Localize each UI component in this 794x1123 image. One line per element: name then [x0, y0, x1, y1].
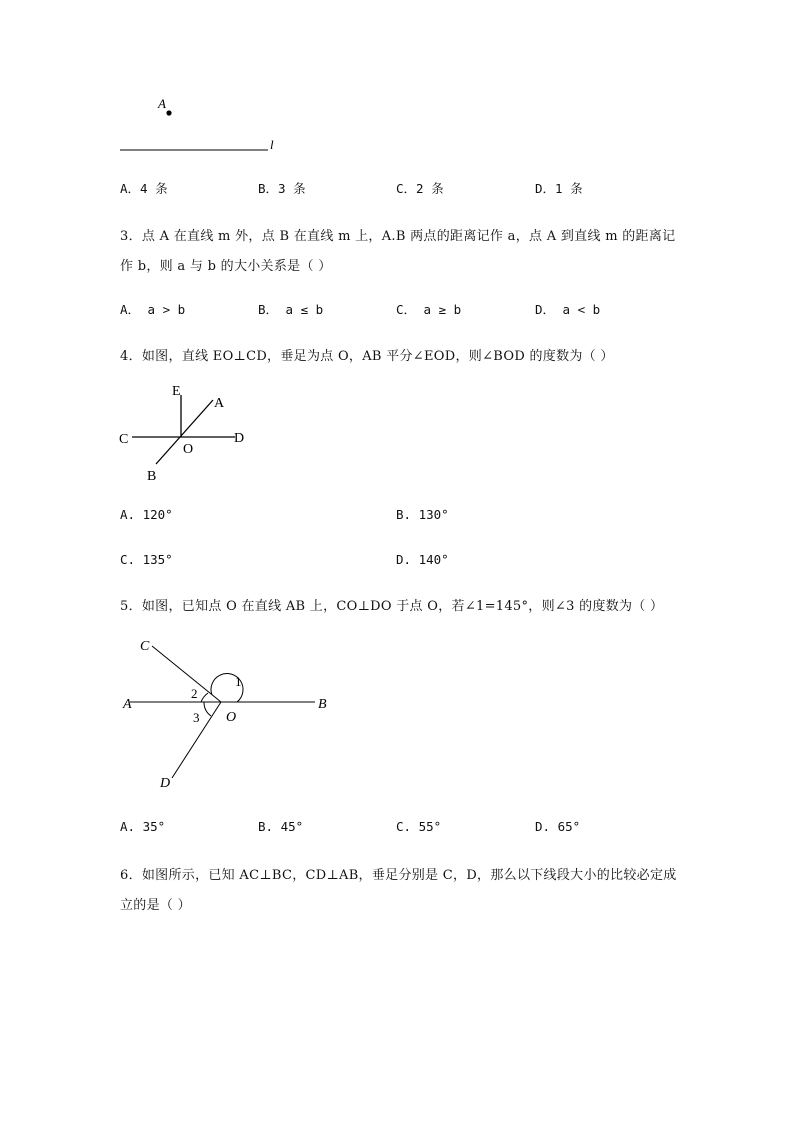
q5-label-a: A [123, 697, 132, 712]
q2-option-d[interactable]: D．1 条 [535, 181, 583, 196]
q5-label-o: O [226, 710, 237, 725]
q3-option-c[interactable]: C． a ≥ b [396, 302, 462, 317]
q4-label-e: E [172, 384, 181, 399]
q5-option-d[interactable]: D. 65° [535, 819, 581, 834]
q3-option-a[interactable]: A． a > b [120, 302, 186, 317]
q4-label-b: B [147, 469, 157, 484]
q5-label-angle3: 3 [193, 710, 200, 725]
q5-label-angle1: 1 [235, 674, 242, 689]
angle-2-arc [201, 693, 208, 702]
q4-option-b[interactable]: B. 130° [396, 507, 449, 522]
q3-option-d[interactable]: D． a < b [535, 302, 601, 317]
q4-option-a[interactable]: A. 120° [120, 507, 173, 522]
q4-stem: 4．如图，直线 EO⊥CD，垂足为点 O，AB 平分∠EOD，则∠BOD 的度数为（ ） [120, 349, 614, 364]
q4-label-o: O [183, 442, 194, 457]
ray-oc [152, 646, 221, 702]
q5-option-b[interactable]: B. 45° [258, 819, 304, 834]
figure-point-line [110, 90, 290, 160]
q5-label-c: C [140, 639, 150, 654]
q5-label-b: B [318, 697, 327, 712]
q4-option-c[interactable]: C. 135° [120, 552, 173, 567]
q3-stem-line2: 作 b，则 a 与 b 的大小关系是（ ） [120, 259, 332, 274]
q2-option-a[interactable]: A．4 条 [120, 181, 168, 196]
q3-stem-line1: 3．点 A 在直线 m 外，点 B 在直线 m 上，A.B 两点的距离记作 a，点 A 到直线 m 的距离记 [120, 229, 676, 244]
q6-stem-line2: 立的是（ ） [120, 898, 191, 913]
q2-option-b[interactable]: B．3 条 [258, 181, 306, 196]
figure-q4-perpendicular-lines [112, 378, 262, 488]
q5-option-a[interactable]: A. 35° [120, 819, 166, 834]
q6-stem-line1: 6．如图所示，已知 AC⊥BC，CD⊥AB，垂足分别是 C，D，那么以下线段大小的比较必定成 [120, 868, 677, 883]
q4-label-d: D [234, 431, 245, 446]
angle-3-arc [204, 702, 211, 716]
point-a-dot [166, 110, 171, 115]
q5-label-d: D [160, 776, 171, 791]
q4-option-d[interactable]: D. 140° [396, 552, 449, 567]
q5-label-angle2: 2 [191, 686, 198, 701]
label-line-l: l [270, 137, 274, 152]
q4-label-c: C [119, 432, 129, 447]
figure-q5-angles [115, 630, 345, 795]
label-point-a: A [158, 96, 166, 111]
q2-option-c[interactable]: C．2 条 [396, 181, 444, 196]
q3-option-b[interactable]: B． a ≤ b [258, 302, 324, 317]
q4-label-a: A [214, 396, 225, 411]
q5-option-c[interactable]: C. 55° [396, 819, 442, 834]
q5-stem: 5．如图，已知点 O 在直线 AB 上，CO⊥DO 于点 O，若∠1=145°，则∠3 的度数为（ ） [120, 599, 664, 614]
